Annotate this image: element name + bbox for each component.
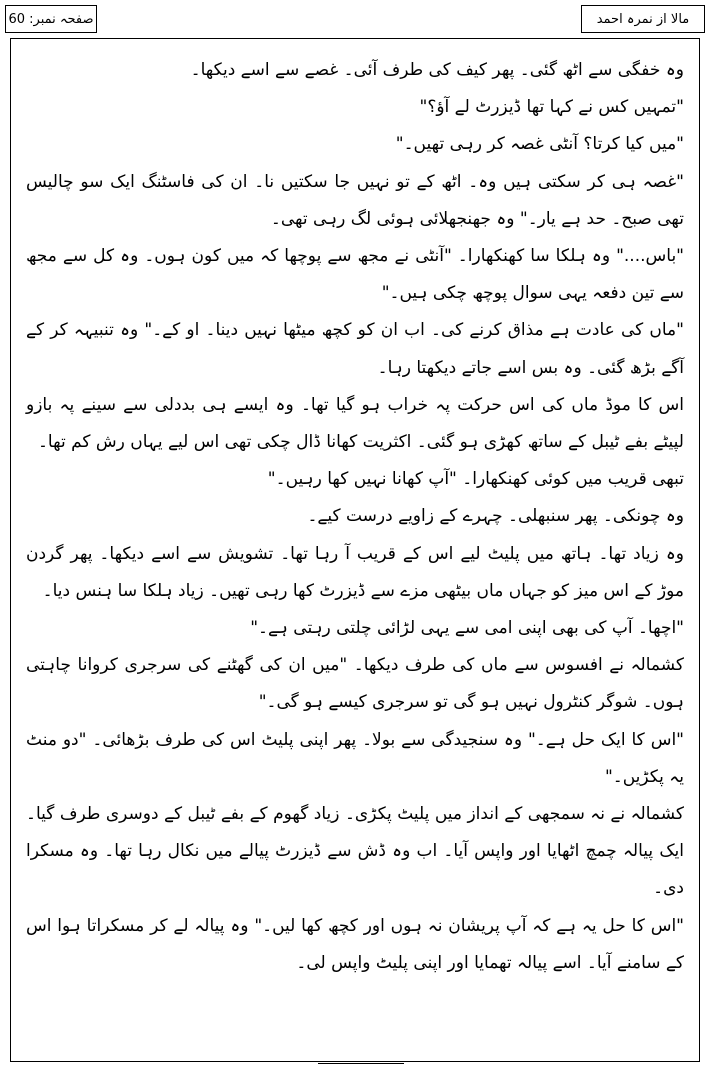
story-text [26, 52, 684, 982]
author-title: مالا از نمرہ احمد [596, 11, 690, 27]
footer-rule [318, 1063, 404, 1064]
paragraph: تبھی قریب میں کوئی کھنکھارا۔ "آپ کھانا نہیں کھا رہیں۔" [267, 469, 684, 490]
paragraph: وہ چونکی۔ پھر سنبھلی۔ چہرے کے زاویے درست کیے۔ [307, 506, 684, 527]
paragraph: وہ خفگی سے اٹھ گئی۔ پھر کیف کی طرف آئی۔ غصے سے اسے دیکھا۔ [190, 60, 684, 80]
paragraph: کشمالہ نے نہ سمجھی کے انداز میں پلیٹ پکڑی۔ زیاد گھوم کے بفے ٹیبل کے دوسری طرف گیا۔ ایک پیالہ چمچ اٹھایا اور واپس آیا۔ اب وہ ڈش سے ڈیزرٹ پیالے میں نکال رہا تھا۔ وہ مسکرا دی۔ [26, 804, 684, 899]
paragraph: کشمالہ نے افسوس سے ماں کی طرف دیکھا۔ "میں ان کی گھٹنے کی سرجری کروانا چاہتی ہوں۔ شوگر کنٹرول نہیں ہو گی تو سرجری کیسے ہو گی۔" [26, 655, 684, 713]
author-box [581, 5, 705, 33]
paragraph: "غصہ ہی کر سکتی ہیں وہ۔ اٹھ کے تو نہیں جا سکتیں نا۔ ان کی فاسٹنگ ایک سو چالیس تھی صبح۔ حد ہے یار۔" وہ جھنجھلائی ہوئی لگ رہی تھی۔ [26, 171, 684, 229]
paragraph: اس کا موڈ ماں کی اس حرکت پہ خراب ہو گیا تھا۔ وہ ایسے ہی بددلی سے سینے پہ بازو لپیٹے بفے ٹیبل کے ساتھ کھڑی ہو گئی۔ اکثریت کھانا ڈال چکی تھی اس لیے یہاں رش کم تھا۔ [26, 394, 684, 453]
page-number-box [5, 5, 97, 33]
paragraph: "باس...." وہ ہلکا سا کھنکھارا۔ "آنٹی نے مجھ سے پوچھا کہ میں کون ہوں۔ وہ کل سے مجھ سے تین دفعہ یہی سوال پوچھ چکی ہیں۔" [26, 246, 684, 304]
paragraph: "تمہیں کس نے کہا تھا ڈیزرٹ لے آؤ؟" [419, 97, 684, 118]
paragraph: "اس کا ایک حل ہے۔" وہ سنجیدگی سے بولا۔ پھر اپنی پلیٹ اس کی طرف بڑھائی۔ "دو منٹ یہ پکڑیں۔" [26, 729, 684, 787]
paragraph: وہ زیاد تھا۔ ہاتھ میں پلیٹ لیے اس کے قریب آ رہا تھا۔ تشویش سے اسے دیکھا۔ پھر گردن موڑ کے اس میز کو جہاں ماں بیٹھی مزے سے ڈیزرٹ کھا رہی تھیں۔ زیاد ہلکا سا ہنس دیا۔ [26, 543, 684, 601]
page-number: صفحہ نمبر: 60 [8, 11, 94, 27]
paragraph: "اچھا۔ آپ کی بھی اپنی امی سے یہی لڑائی چلتی رہتی ہے۔" [250, 618, 684, 639]
paragraph: "ماں کی عادت ہے مذاق کرنے کی۔ اب ان کو کچھ میٹھا نہیں دینا۔ او کے۔" وہ تنبیہہ کر کے آگے بڑھ گئی۔ وہ بس اسے جاتے دیکھتا رہا۔ [26, 320, 684, 378]
paragraph: "میں کیا کرتا؟ آنٹی غصہ کر رہی تھیں۔" [395, 134, 684, 155]
paragraph: "اس کا حل یہ ہے کہ آپ پریشان نہ ہوں اور کچھ کھا لیں۔" وہ پیالہ لے کر مسکراتا ہوا اس کے سامنے آیا۔ اسے پیالہ تھمایا اور اپنی پلیٹ واپس لی۔ [26, 915, 684, 973]
